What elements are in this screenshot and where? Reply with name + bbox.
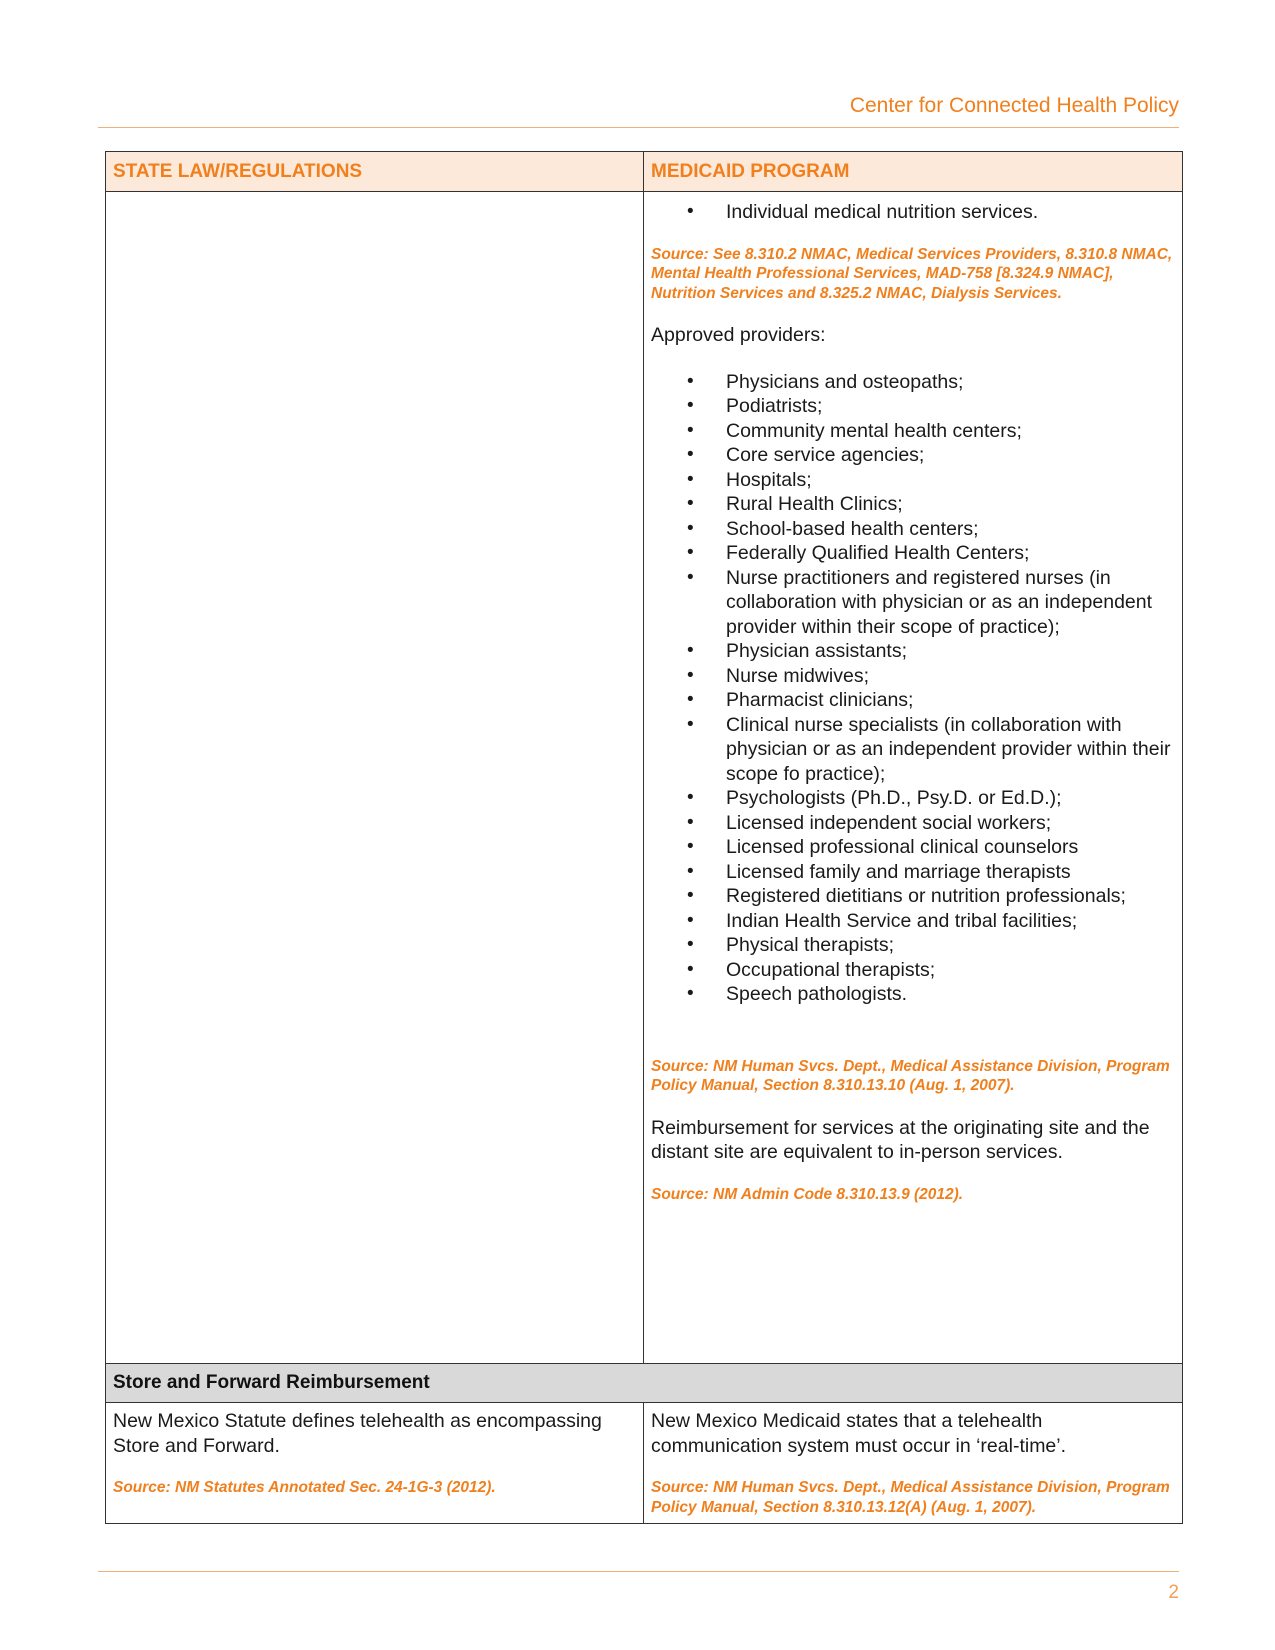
store-forward-state-cell (106, 1403, 644, 1524)
policy-table (105, 151, 1183, 1524)
table-row (106, 192, 1183, 1364)
reimbursement-text: Reimbursement for services at the originating site and the distant site are equivalent to in-person services. (651, 1116, 1150, 1163)
list-item: • Rural Health Clinics; (651, 492, 1175, 517)
list-item: • Physical therapists; (651, 933, 1175, 958)
list-item: • Pharmacist clinicians; (651, 688, 1175, 713)
list-item: • School-based health centers; (651, 517, 1175, 542)
section-title: Store and Forward Reimbursement (106, 1364, 1183, 1403)
list-item: • Nurse midwives; (651, 664, 1175, 689)
table-header-row (106, 152, 1183, 192)
list-item: • Community mental health centers; (651, 419, 1175, 444)
source-citation: Source: NM Human Svcs. Dept., Medical Assistance Division, Program Policy Manual, Section 8.310.13.12(A) (Aug. 1, 2007). (651, 1479, 1170, 1516)
table-row (106, 1403, 1183, 1524)
list-item: • Physicians and osteopaths; (651, 370, 1175, 395)
state-law-cell-empty (106, 192, 644, 1364)
footer-divider (98, 1571, 1179, 1572)
store-forward-medicaid-cell (644, 1403, 1183, 1524)
source-citation: Source: NM Human Svcs. Dept., Medical Assistance Division, Program Policy Manual, Section 8.310.13.10 (Aug. 1, 2007). (651, 1057, 1170, 1094)
source-citation: Source: NM Statutes Annotated Sec. 24-1G-3 (2012). (113, 1479, 496, 1496)
list-item: • Federally Qualified Health Centers; (651, 541, 1175, 566)
list-item: • Nurse practitioners and registered nurses (in collaboration with physician or as an independent provider within their scope of practice); (651, 566, 1175, 640)
list-item: • Occupational therapists; (651, 958, 1175, 983)
header-state-law: STATE LAW/REGULATIONS (106, 152, 644, 192)
list-item: • Licensed professional clinical counselors (651, 835, 1175, 860)
list-item: • Physician assistants; (651, 639, 1175, 664)
list-item: • Podiatrists; (651, 394, 1175, 419)
header-title: Center for Connected Health Policy (849, 94, 1179, 117)
header-divider (98, 127, 1179, 128)
list-item: • Licensed family and marriage therapists (651, 860, 1175, 885)
list-item: • Psychologists (Ph.D., Psy.D. or Ed.D.); (651, 786, 1175, 811)
list-item: • Licensed independent social workers; (651, 811, 1175, 836)
store-forward-medicaid-text: New Mexico Medicaid states that a telehealth communication system must occur in ‘real-time’. (651, 1410, 1067, 1457)
header-medicaid-program: MEDICAID PROGRAM (644, 152, 1183, 192)
store-forward-state-text: New Mexico Statute defines telehealth as encompassing Store and Forward. (113, 1410, 602, 1457)
page-number: 2 (1168, 1582, 1179, 1603)
section-header-row (106, 1364, 1183, 1403)
list-item: • Core service agencies; (651, 443, 1175, 468)
list-item: • Individual medical nutrition services. (651, 200, 1175, 225)
medicaid-cell (644, 192, 1183, 1364)
source-citation: Source: NM Admin Code 8.310.13.9 (2012). (651, 1185, 964, 1203)
list-item: • Clinical nurse specialists (in collaboration with physician or as an independent provider within their scope fo practice); (651, 713, 1175, 787)
providers-label: Approved providers: (651, 324, 826, 346)
list-item: • Indian Health Service and tribal facilities; (651, 909, 1175, 934)
list-item: • Registered dietitians or nutrition professionals; (651, 884, 1175, 909)
source-citation: Source: See 8.310.2 NMAC, Medical Services Providers, 8.310.8 NMAC, Mental Health Professional Services, MAD-758 [8.324.9 NMAC], Nutrition Services and 8.325.2 NMAC, Dialysis Services. (651, 245, 1173, 302)
list-item: • Speech pathologists. (651, 982, 1175, 1007)
list-item: • Hospitals; (651, 468, 1175, 493)
providers-list (651, 370, 1175, 1007)
services-list (651, 200, 1175, 225)
